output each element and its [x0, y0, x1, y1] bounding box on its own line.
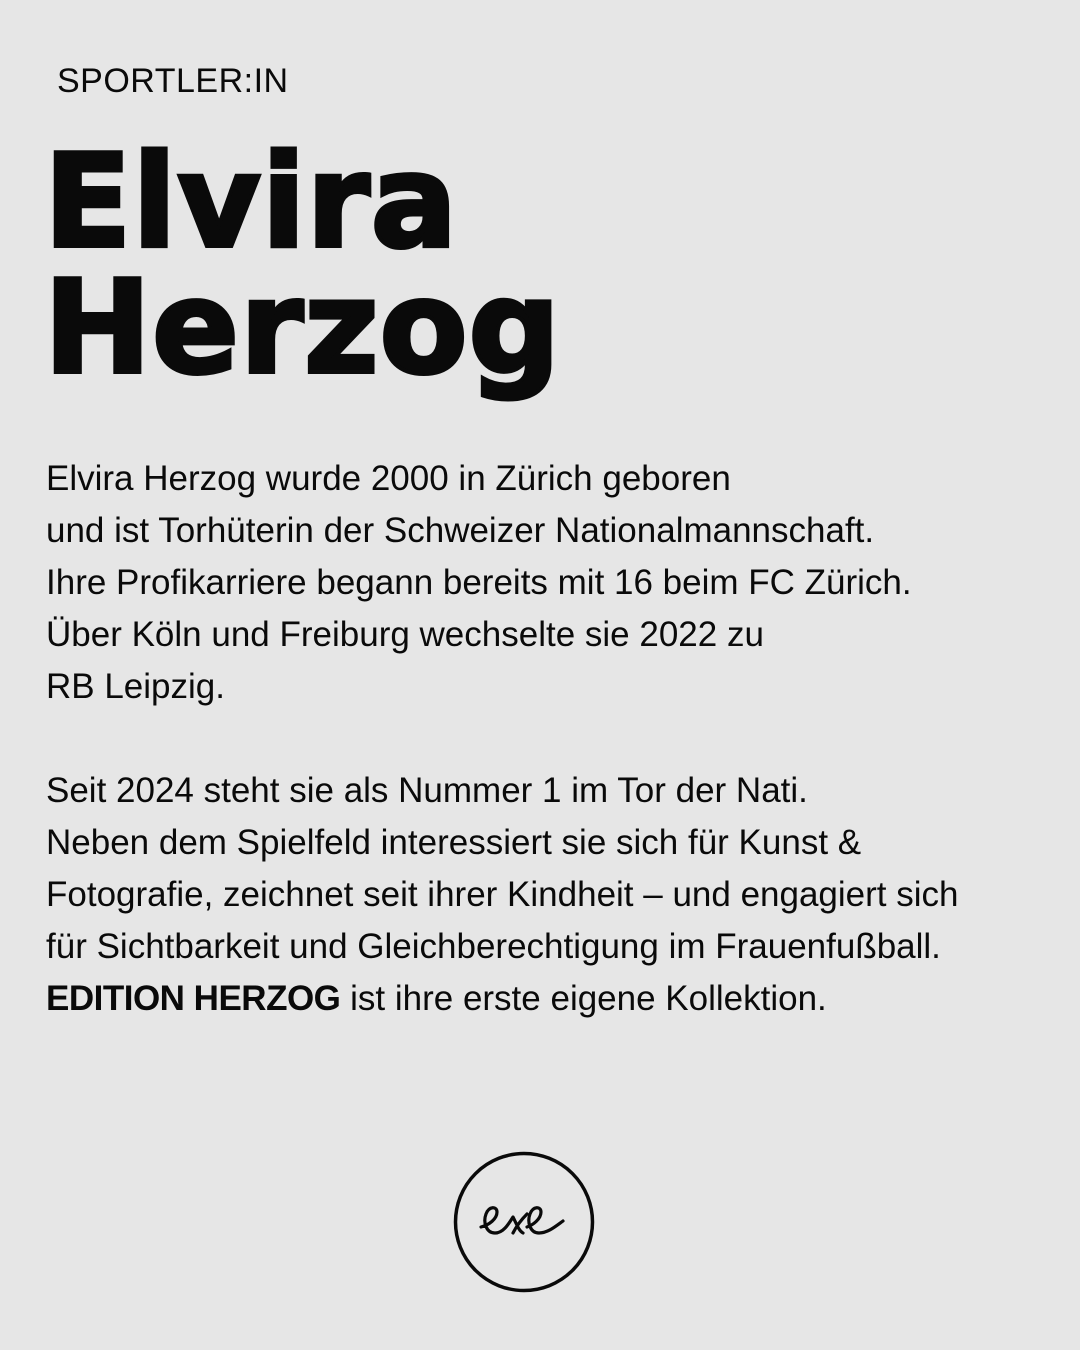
- athlete-last-name: Herzog: [44, 254, 562, 403]
- athlete-name-heading: [44, 128, 562, 403]
- bio-paragraph-1: [46, 453, 1046, 713]
- signature-logo-icon: [453, 1151, 595, 1293]
- collection-name: EDITION HERZOG: [46, 979, 341, 1018]
- bio-line: und ist Torhüterin der Schweizer Nationalmannschaft.: [46, 511, 875, 550]
- bio-line: Elvira Herzog wurde 2000 in Zürich geboren: [46, 459, 731, 498]
- bio-line: Neben dem Spielfeld interessiert sie sich für Kunst &: [46, 823, 862, 862]
- collection-sentence: ist ihre erste eigene Kollektion.: [340, 979, 827, 1018]
- bio-line: für Sichtbarkeit und Gleichberechtigung im Frauenfußball.: [46, 927, 941, 966]
- athlete-first-name: Elvira: [44, 128, 459, 277]
- bio-paragraph-2: [46, 765, 1046, 1025]
- paragraph-spacer: [46, 713, 1046, 765]
- bio-line: Ihre Profikarriere begann bereits mit 16 beim FC Zürich.: [46, 563, 912, 602]
- bio-line: RB Leipzig.: [46, 667, 225, 706]
- bio-closing-line: [46, 973, 1046, 1025]
- bio-text: [46, 453, 1046, 1025]
- bio-line: Über Köln und Freiburg wechselte sie 2022 zu: [46, 615, 764, 654]
- bio-line: Fotografie, zeichnet seit ihrer Kindheit – und engagiert sich: [46, 875, 959, 914]
- category-label: SPORTLER:IN: [57, 62, 289, 100]
- bio-line: Seit 2024 steht sie als Nummer 1 im Tor der Nati.: [46, 771, 808, 810]
